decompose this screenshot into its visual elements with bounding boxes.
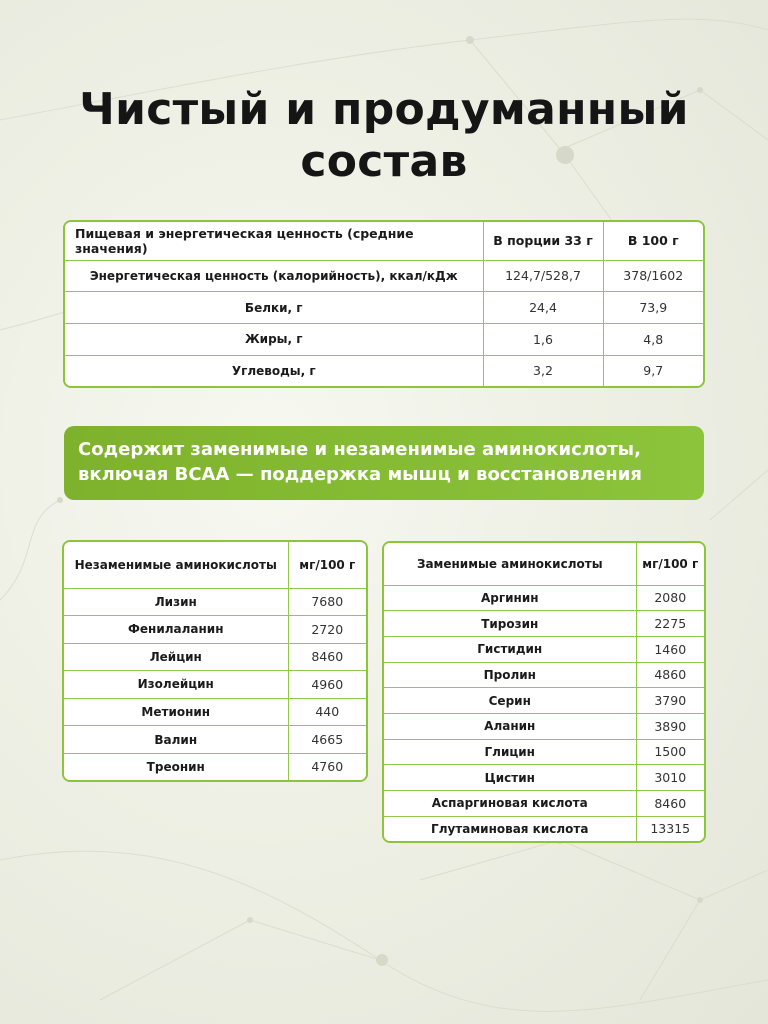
nutrition-table <box>63 220 705 388</box>
amino-acid-value: 8460 <box>636 790 704 816</box>
amino-acid-name: Аланин <box>384 713 636 739</box>
amino-acid-name: Цистин <box>384 765 636 791</box>
nutrient-label: Энергетическая ценность (калорийность), ккал/кДж <box>65 260 483 292</box>
amino-acid-value: 7680 <box>288 588 366 616</box>
table-row <box>65 292 703 324</box>
amino-acid-name: Лизин <box>64 588 288 616</box>
table-row <box>64 643 366 671</box>
amino-acid-name: Лейцин <box>64 643 288 671</box>
table-row <box>64 671 366 699</box>
nutrition-header-portion: В порции 33 г <box>483 222 603 260</box>
table-row <box>65 323 703 355</box>
amino-acid-name: Треонин <box>64 753 288 780</box>
essential-amino-acids-table <box>62 540 368 782</box>
nonessential-header-name: Заменимые аминокислоты <box>384 543 636 585</box>
amino-acid-value: 3010 <box>636 765 704 791</box>
nutrient-portion-value: 24,4 <box>483 292 603 324</box>
nutrition-header-name: Пищевая и энергетическая ценность (средние значения) <box>65 222 483 260</box>
amino-acid-name: Гистидин <box>384 636 636 662</box>
table-row <box>384 662 704 688</box>
amino-acid-name: Аспаргиновая кислота <box>384 790 636 816</box>
banner-line1: Содержит заменимые и незаменимые аминокислоты, <box>78 439 641 460</box>
table-row <box>64 726 366 754</box>
amino-acids-banner <box>64 426 704 500</box>
table-row <box>384 688 704 714</box>
amino-acid-value: 4860 <box>636 662 704 688</box>
amino-acid-name: Глицин <box>384 739 636 765</box>
amino-acid-name: Серин <box>384 688 636 714</box>
amino-acid-value: 2720 <box>288 616 366 644</box>
nutrient-per100-value: 378/1602 <box>603 260 703 292</box>
page-title-line2: состав <box>300 136 468 187</box>
table-row <box>384 585 704 611</box>
nutrient-portion-value: 124,7/528,7 <box>483 260 603 292</box>
amino-acid-value: 8460 <box>288 643 366 671</box>
banner-line2: включая ВСАА — поддержка мышц и восстановления <box>78 464 642 485</box>
amino-acid-value: 4665 <box>288 726 366 754</box>
table-row <box>384 765 704 791</box>
essential-header-row <box>64 542 366 588</box>
essential-header-unit: мг/100 г <box>288 542 366 588</box>
table-row <box>64 616 366 644</box>
amino-acid-name: Пролин <box>384 662 636 688</box>
nutrient-label: Углеводы, г <box>65 355 483 386</box>
amino-acid-name: Глутаминовая кислота <box>384 816 636 841</box>
nutrient-portion-value: 1,6 <box>483 323 603 355</box>
table-row <box>384 611 704 637</box>
nonessential-header-row <box>384 543 704 585</box>
table-row <box>65 260 703 292</box>
nutrient-label: Жиры, г <box>65 323 483 355</box>
amino-acid-value: 4760 <box>288 753 366 780</box>
amino-acid-name: Изолейцин <box>64 671 288 699</box>
amino-acid-name: Тирозин <box>384 611 636 637</box>
table-row <box>384 713 704 739</box>
table-row <box>384 636 704 662</box>
nutrition-header-per100: В 100 г <box>603 222 703 260</box>
table-row <box>64 753 366 780</box>
amino-acid-name: Фенилаланин <box>64 616 288 644</box>
amino-acid-name: Метионин <box>64 698 288 726</box>
nutrient-per100-value: 73,9 <box>603 292 703 324</box>
nutrient-per100-value: 9,7 <box>603 355 703 386</box>
table-row <box>384 739 704 765</box>
table-row <box>64 588 366 616</box>
table-row <box>384 790 704 816</box>
essential-header-name: Незаменимые аминокислоты <box>64 542 288 588</box>
table-row <box>65 355 703 386</box>
amino-acid-value: 1500 <box>636 739 704 765</box>
amino-acid-value: 3890 <box>636 713 704 739</box>
nutrient-per100-value: 4,8 <box>603 323 703 355</box>
amino-acid-value: 4960 <box>288 671 366 699</box>
nutrient-label: Белки, г <box>65 292 483 324</box>
amino-acid-value: 2080 <box>636 585 704 611</box>
table-row <box>384 816 704 841</box>
nutrition-header-row <box>65 222 703 260</box>
amino-acid-value: 2275 <box>636 611 704 637</box>
amino-acid-value: 440 <box>288 698 366 726</box>
amino-acid-value: 3790 <box>636 688 704 714</box>
page-title <box>0 84 768 188</box>
page-title-line1: Чистый и продуманный <box>79 84 689 135</box>
nonessential-amino-acids-table <box>382 541 706 843</box>
amino-acid-value: 1460 <box>636 636 704 662</box>
nutrient-portion-value: 3,2 <box>483 355 603 386</box>
amino-acid-value: 13315 <box>636 816 704 841</box>
table-row <box>64 698 366 726</box>
amino-acid-name: Аргинин <box>384 585 636 611</box>
amino-acid-name: Валин <box>64 726 288 754</box>
nonessential-header-unit: мг/100 г <box>636 543 704 585</box>
